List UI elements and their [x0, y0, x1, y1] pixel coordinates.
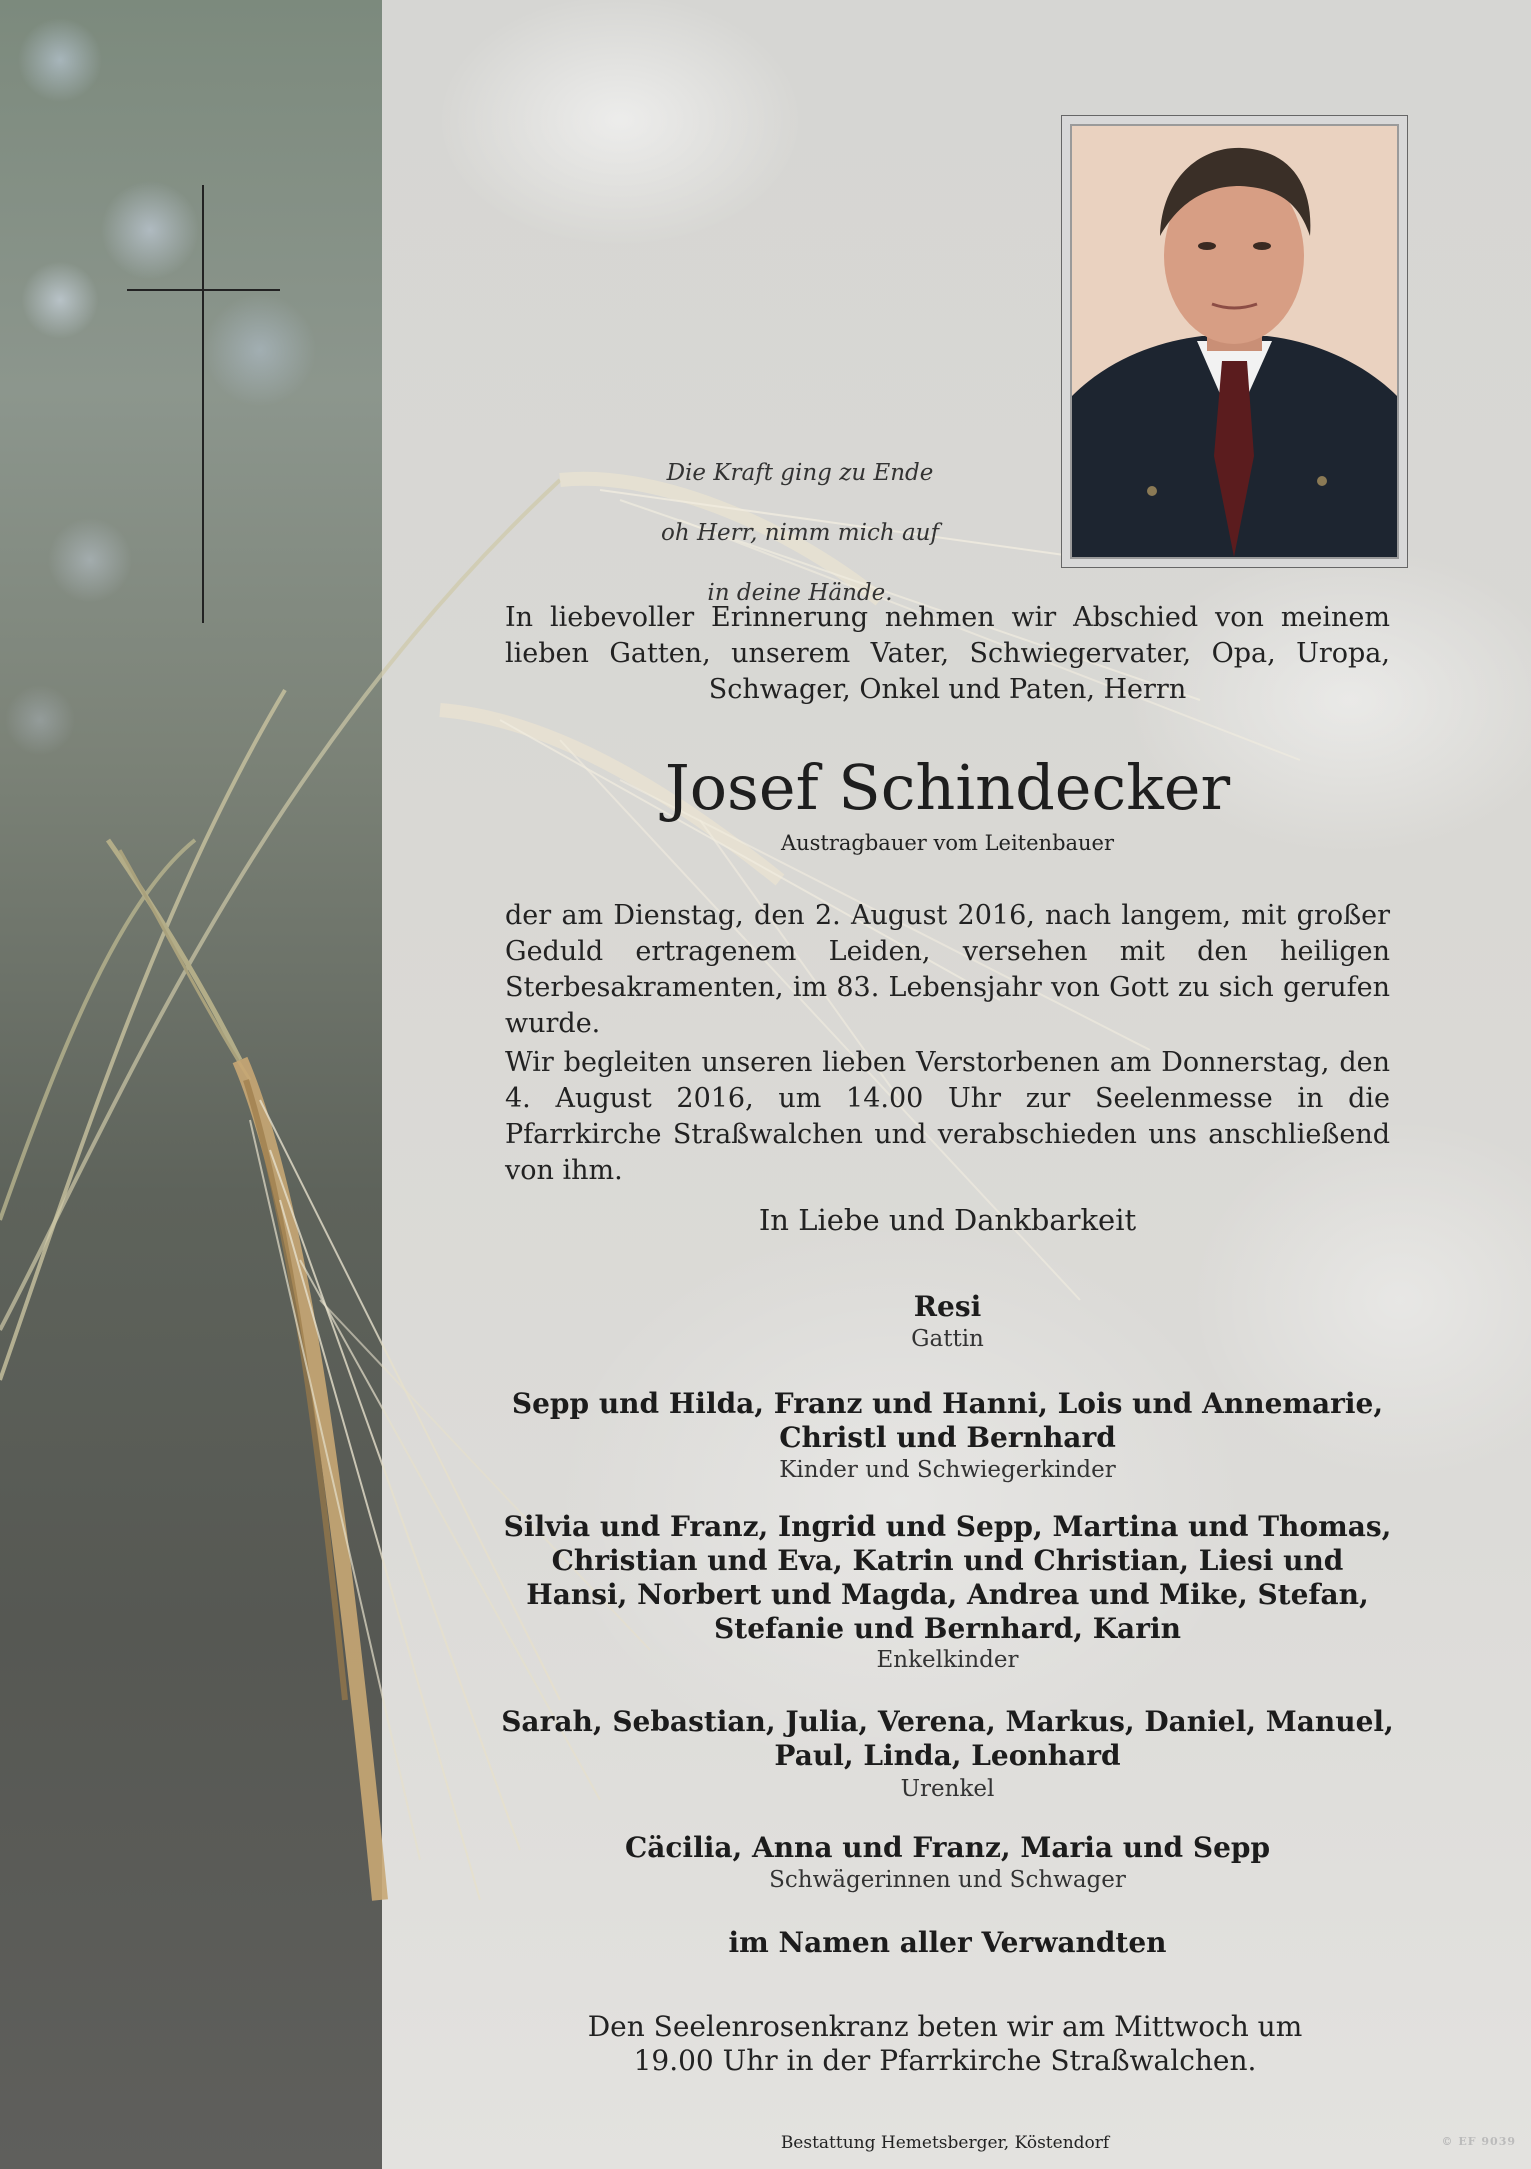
- deceased-subtitle: Austragbauer vom Leitenbauer: [780, 831, 1115, 855]
- mourner-role: Urenkel: [900, 1776, 995, 1802]
- portrait-photo: [1070, 124, 1399, 559]
- mourner-role: Schwägerinnen und Schwager: [769, 1867, 1126, 1893]
- intro-text: In liebevoller Erinnerung nehmen wir Abschied von meinem lieben Gatten, unserem Vater, Schwiegervater, Opa, Uropa, Schwager, Onkel und Paten, Herrn: [505, 602, 1390, 705]
- side-photo-band: [0, 0, 382, 2169]
- mourner-role: Enkelkinder: [876, 1647, 1019, 1673]
- verse-line: Die Kraft ging zu Ende: [666, 460, 934, 486]
- funeral-paragraph: Wir begleiten unseren lieben Verstorbenen am Donnerstag, den 4. August 2016, um 14.00 Uhr zur Seelenmesse in die Pfarrkirche Straßwalchen und verabschieden uns anschließend von ihm.: [505, 1047, 1390, 1186]
- relatives-line: im Namen aller Verwandten: [728, 1926, 1167, 1959]
- verse-line: in deine Hände.: [707, 580, 893, 606]
- funeral-home: Bestattung Hemetsberger, Köstendorf: [780, 2133, 1110, 2153]
- mourner-names: Sepp und Hilda, Franz und Hanni, Lois und Annemarie, Christl und Bernhard: [511, 1387, 1384, 1454]
- closing-line: In Liebe und Dankbarkeit: [758, 1203, 1137, 1237]
- mourner-names: Resi: [913, 1290, 982, 1323]
- rosary-notice: Den Seelenrosenkranz beten wir am Mittwoch um 19.00 Uhr in der Pfarrkirche Straßwalchen.: [587, 2010, 1303, 2077]
- portrait-frame: [1061, 115, 1408, 568]
- mourner-names: Silvia und Franz, Ingrid und Sepp, Martina und Thomas, Christian und Eva, Katrin und Christian, Liesi und Hansi, Norbert und Magda, Andrea und Mike, Stefan, Stefanie und Bernhard, Karin: [503, 1510, 1392, 1645]
- mourner-role: Gattin: [911, 1326, 984, 1352]
- mourner-names: Sarah, Sebastian, Julia, Verena, Markus, Daniel, Manuel, Paul, Linda, Leonhard: [501, 1705, 1394, 1772]
- verse-line: oh Herr, nimm mich auf: [660, 520, 940, 546]
- death-paragraph: der am Dienstag, den 2. August 2016, nach langem, mit großer Geduld ertragenem Leiden, versehen mit den heiligen Sterbesakramenten, im 83. Lebensjahr von Gott zu sich gerufen wurde.: [505, 900, 1390, 1039]
- mourner-names: Cäcilia, Anna und Franz, Maria und Sepp: [624, 1831, 1271, 1864]
- deceased-name: Josef Schindecker: [664, 751, 1231, 824]
- mourner-role: Kinder und Schwiegerkinder: [779, 1457, 1116, 1483]
- copyright-mark: © EF 9039: [1441, 2135, 1516, 2148]
